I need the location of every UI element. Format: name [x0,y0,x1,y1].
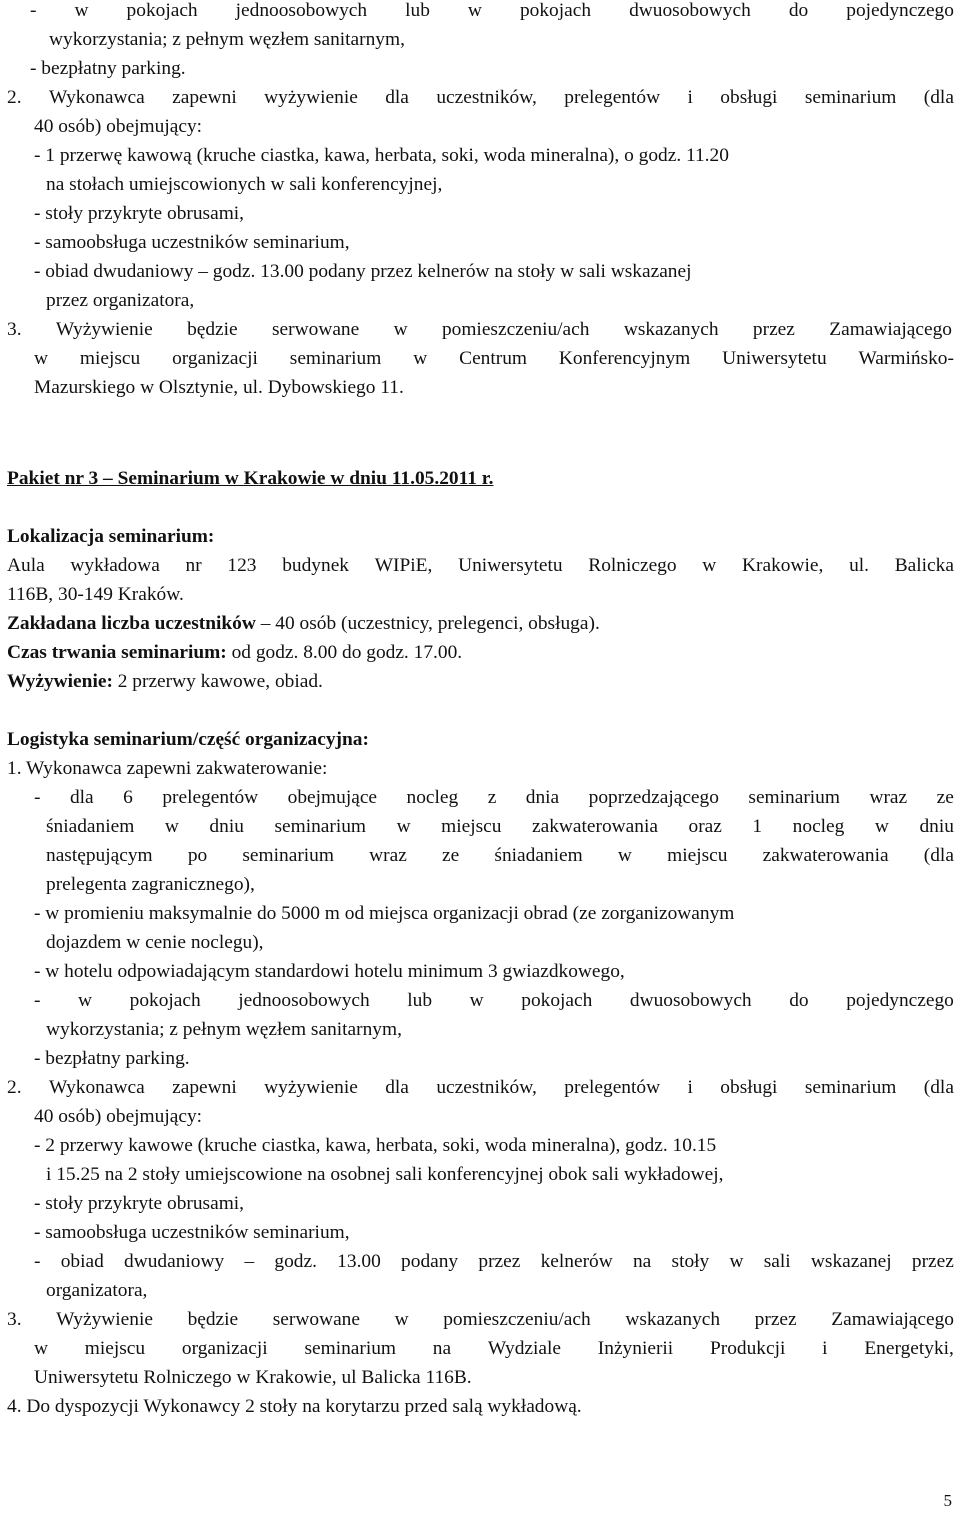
word: seminarium [242,845,334,866]
word: lub [405,0,430,21]
word: pojedynczego [846,0,954,21]
word: dla [385,1077,409,1098]
word: Uniwersytetu [458,555,563,576]
word: dla [385,87,409,108]
word: i [822,1338,828,1359]
word: obsługi [720,1077,778,1098]
text-line: - w promieniu maksymalnie do 5000 m od miejsca organizacji obrad (ze zorganizowanym [34,903,735,924]
word: miejscu [79,348,141,369]
word: wskazanych [625,1309,721,1330]
word: Konferencyjnym [558,348,691,369]
location-label: Lokalizacja seminarium: [7,526,215,547]
word: pokojach [126,0,198,21]
word: (dla [923,87,954,108]
word: nocleg [406,787,459,808]
word: (dla [923,1077,954,1098]
duration [7,642,954,663]
word: w [393,319,408,340]
text-line: dojazdem w cenie noclegu), [46,932,264,953]
page-number: 5 [943,1491,952,1510]
word: (dla [923,845,954,866]
word: 1 [752,816,763,837]
text-line: przez organizatora, [46,290,195,311]
word: Inżynierii [597,1338,674,1359]
word: dniu [209,816,244,837]
word: organizacji [172,348,258,369]
word: w [394,1309,409,1330]
text-line: - w hotelu odpowiadającym standardowi hotelu minimum 3 gwiazdkowego, [34,961,625,982]
text-line [30,0,954,21]
word: obsługi [720,87,778,108]
word: prelegentów [162,787,259,808]
word: - [30,0,37,21]
text-line: organizatora, [46,1280,148,1301]
word: seminarium [804,1077,897,1098]
word: podany [401,1251,459,1272]
word: dwudaniowy [124,1251,225,1272]
text-line [46,816,954,837]
word: nocleg [792,816,845,837]
word: 6 [123,787,133,808]
word: Warmińsko- [858,348,954,369]
text-line [7,87,954,108]
word: przez [754,1309,797,1330]
word: wraz [369,845,407,866]
word: pomieszczeniu/ach [443,1309,591,1330]
text-line [46,845,954,866]
word: seminarium [804,87,897,108]
catering-value: 2 przerwy kawowe, obiad. [112,671,323,692]
word: - [34,990,41,1011]
word: seminarium [289,348,382,369]
text-line: prelegenta zagranicznego), [46,874,255,895]
text-line: - samoobsługa uczestników seminarium, [34,1222,350,1243]
text-line [7,1309,954,1330]
logistics-heading: Logistyka seminarium/część organizacyjna: [7,729,369,750]
word: w [617,845,632,866]
word: dniu [919,816,954,837]
text-line: 40 osób) obejmujący: [34,116,203,137]
word: śniadaniem [46,816,135,837]
participant-count-value: – 40 osób (uczestnicy, prelegenci, obsługa). [255,613,600,634]
word: serwowane [272,1309,360,1330]
word: w [74,0,89,21]
word: seminarium [748,787,840,808]
word: następującym [46,845,153,866]
text-line: - 1 przerwę kawową (kruche ciastka, kawa, herbata, soki, woda mineralna), o godz. 11.20 [34,145,729,166]
word: miejscu [441,816,502,837]
word: przez [752,319,795,340]
word: ze [442,845,460,866]
catering-label: Wyżywienie: [7,671,113,692]
text-line: Mazurskiego w Olsztynie, ul. Dybowskiego 11. [34,377,404,398]
word: Krakowie, [742,555,824,576]
word: Produkcji [709,1338,786,1359]
word: po [187,845,208,866]
word: śniadaniem [494,845,583,866]
text-line: 4. Do dyspozycji Wykonawcy 2 stoły na korytarzu przed salą wykładową. [7,1396,582,1417]
word: seminarium [274,816,367,837]
word: jednoosobowych [235,0,368,21]
word: do [789,990,809,1011]
word: Zamawiającego [829,319,952,340]
word: pokojach [129,990,201,1011]
word: na [632,1251,652,1272]
text-line [34,990,954,1011]
word: lub [407,990,433,1011]
word: dla [69,787,94,808]
word: w [34,348,49,369]
text-line: - bezpłatny parking. [30,58,186,79]
text-line: 1. Wykonawca zapewni zakwaterowanie: [7,758,328,779]
word: będzie [187,1309,239,1330]
text-line: - stoły przykryte obrusami, [34,203,245,224]
text-line: - bezpłatny parking. [34,1048,190,1069]
text-line [7,319,952,340]
word: w [78,990,93,1011]
package-title: Pakiet nr 3 – Seminarium w Krakowie w dniu 11.05.2011 r. [7,468,494,489]
word: budynek [282,555,349,576]
location-address [7,555,954,576]
word: w [702,555,717,576]
word: pomieszczeniu/ach [441,319,590,340]
word: zapewni [172,1077,237,1098]
catering [7,671,954,692]
word: miejscu [667,845,728,866]
word: w [729,1251,744,1272]
word: zakwaterowania [762,845,889,866]
word: Wyżywienie [56,1309,153,1330]
word: sali [763,1251,791,1272]
text-line: - obiad dwudaniowy – godz. 13.00 podany przez kelnerów na stoły w sali wskazanej [34,261,692,282]
word: Zamawiającego [831,1309,954,1330]
word: dnia [525,787,560,808]
word: prelegentów [564,1077,661,1098]
word: pokojach [519,0,592,21]
word: wraz [869,787,908,808]
word: wskazanej [810,1251,892,1272]
word: w [34,1338,49,1359]
text-line: na stołach umiejscowionych w sali konferencyjnej, [46,174,443,195]
word: prelegentów [564,87,661,108]
word: Wyżywienie [55,319,153,340]
word: i [687,1077,693,1098]
word: w [164,816,179,837]
text-line: wykorzystania; z pełnym węzłem sanitarnym, [46,1019,402,1040]
participant-count [7,613,954,634]
word: ul. [849,555,869,576]
word: 3. [7,1309,22,1330]
location-address: 116B, 30-149 Kraków. [7,584,184,605]
word: 3. [7,319,22,340]
word: - [34,1251,41,1272]
word: zapewni [172,87,237,108]
word: 13.00 [337,1251,381,1272]
text-line [34,348,954,369]
word: oraz [688,816,722,837]
word: przez [478,1251,521,1272]
word: 2. [7,87,22,108]
word: Centrum [459,348,527,369]
text-line: 40 osób) obejmujący: [34,1106,203,1127]
word: Rolniczego [588,555,677,576]
word: uczestników, [436,1077,537,1098]
word: dwuosobowych [629,0,751,21]
word: serwowane [272,319,360,340]
word: organizacji [181,1338,268,1359]
word: Wydziale [487,1338,562,1359]
text-line: wykorzystania; z pełnym węzłem sanitarnym, [49,29,405,50]
word: wykładowa [70,555,160,576]
word: wyżywienie [264,87,358,108]
word: i [687,87,693,108]
word: w [396,816,411,837]
word: poprzedzającego [588,787,719,808]
word: Wykonawca [48,1077,145,1098]
word: przez [911,1251,954,1272]
word: nr [185,555,202,576]
word: 2. [7,1077,22,1098]
word: zakwaterowania [531,816,658,837]
word: pojedynczego [846,990,954,1011]
text-line [34,1338,954,1359]
word: - [34,787,41,808]
word: WIPiE, [374,555,433,576]
text-line: - 2 przerwy kawowe (kruche ciastka, kawa, herbata, soki, woda mineralna), godz. 10.15 [34,1135,717,1156]
word: Wykonawca [48,87,145,108]
word: kelnerów [540,1251,613,1272]
word: w [874,816,889,837]
duration-value: od godz. 8.00 do godz. 17.00. [226,642,463,663]
word: dwuosobowych [629,990,752,1011]
text-line [34,1251,954,1272]
word: do [788,0,809,21]
word: Uniwersytetu [722,348,827,369]
text-line: - samoobsługa uczestników seminarium, [34,232,350,253]
text-line: Uniwersytetu Rolniczego w Krakowie, ul Balicka 116B. [34,1367,472,1388]
word: – [244,1251,255,1272]
word: ze [936,787,954,808]
word: wskazanych [623,319,719,340]
word: miejscu [84,1338,146,1359]
duration-label: Czas trwania seminarium: [7,642,227,663]
word: obejmujące [287,787,378,808]
word: 123 [227,555,257,576]
word: Energetyki, [864,1338,954,1359]
word: w [413,348,428,369]
word: Balicka [894,555,954,576]
text-line: - stoły przykryte obrusami, [34,1193,245,1214]
word: stoły [671,1251,710,1272]
word: pokojach [521,990,593,1011]
word: wyżywienie [264,1077,358,1098]
text-line: i 15.25 na 2 stoły umiejscowione na osobnej sali konferencyjnej obok sali wykładowej, [46,1164,724,1185]
text-line [34,787,954,808]
text-line [7,1077,954,1098]
word: w [469,990,484,1011]
word: na [432,1338,452,1359]
word: jednoosobowych [238,990,370,1011]
word: obiad [60,1251,104,1272]
word: seminarium [304,1338,397,1359]
word: w [467,0,482,21]
participant-count-label: Zakładana liczba uczestników [7,613,256,634]
word: z [487,787,497,808]
word: uczestników, [436,87,537,108]
word: będzie [187,319,238,340]
word: Aula [7,555,45,576]
word: godz. [274,1251,317,1272]
